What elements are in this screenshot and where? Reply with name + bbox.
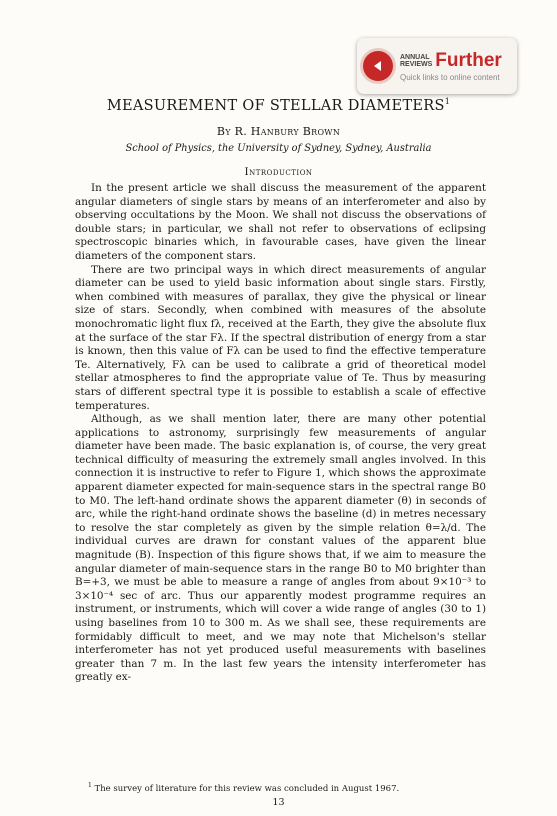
paragraph-1: In the present article we shall discuss the measurement of the apparent angular diameters of single stars by means of an interferometer and also by observing occultations by the Moon. We shall not discuss the observations of double stars; in particular, we shall not refer to observations of eclipsing spectroscopic binaries which, in favourable cases, have given the linear diameters of the component stars. xyxy=(75,182,486,262)
further-badge[interactable] xyxy=(357,38,517,94)
body-text xyxy=(75,182,486,685)
footnote xyxy=(88,781,488,794)
badge-reviews-label: REVIEWS xyxy=(400,60,433,68)
badge-text xyxy=(400,51,502,82)
article-title-text: MEASUREMENT OF STELLAR DIAMETERS xyxy=(106,97,445,114)
affiliation: School of Physics, the University of Sydney, Sydney, Australia xyxy=(125,143,432,154)
footnote-mark: 1 xyxy=(88,782,92,789)
back-arrow-icon xyxy=(363,51,393,81)
badge-subtitle: Quick links to online content xyxy=(400,72,500,82)
badge-further-label: Further xyxy=(435,49,502,71)
title-footnote-mark: 1 xyxy=(444,97,451,106)
paragraph-3: Although, as we shall mention later, there are many other potential applications to astronomy, surprisingly few measurements of angular diameter have been made. The basic explanation is, of course, the very great technical difficulty of measuring the extremely small angles involved. In this connection it is instructive to refer to Figure 1, which shows the approximate apparent diameter expected for main-sequence stars in the spectral range B0 to M0. The left-hand ordinate shows the apparent diameter (θ) in seconds of arc, while the right-hand ordinate shows the baseline (d) in metres necessary to resolve the star completely as given by the simple relation θ=λ/d. The individual curves are drawn for constant values of the apparent blue magnitude (B). Inspection of this figure shows that, if we aim to measure the angular diameter of main-sequence stars in the range B0 to M0 brighter than B=+3, we must be able to measure a range of angles from about 9×10⁻³ to 3×10⁻⁴ sec of arc. Thus our apparently modest programme requires an instrument, or instruments, which will cover a wide range of angles (30 to 1) using baselines from 10 to 300 m. As we shall see, these requirements are formidably difficult to meet, and we may note that Michelson's stellar interferometer has not yet produced useful measurements with baselines greater than 7 m. In the last few years the intensity interferometer has greatly ex- xyxy=(75,413,486,684)
page-number: 13 xyxy=(272,797,285,808)
paragraph-2: There are two principal ways in which direct measurements of angular diameter can be used to yield basic information about single stars. Firstly, when combined with measures of parallax, they give the physical or linear size of stars. Secondly, when combined with measures of the absolute monochromatic light flux fλ, received at the Earth, they give the absolute flux at the surface of the star Fλ. If the spectral distribution of energy from a star is known, then this value of Fλ can be used to find the effective temperature Te. Alternatively, Fλ can be used to calibrate a grid of theoretical model stellar atmospheres to find the appropriate value of Te. Thus by measuring stars of different spectral type it is possible to establish a scale of effective temperatures. xyxy=(75,263,486,412)
section-heading: Introduction xyxy=(244,166,313,178)
author: By R. Hanbury Brown xyxy=(216,125,341,138)
article-title xyxy=(0,97,557,114)
footnote-text: The survey of literature for this review was concluded in August 1967. xyxy=(94,783,400,794)
badge-annual-label: ANNUAL xyxy=(400,53,430,61)
badge-publisher xyxy=(400,54,432,68)
